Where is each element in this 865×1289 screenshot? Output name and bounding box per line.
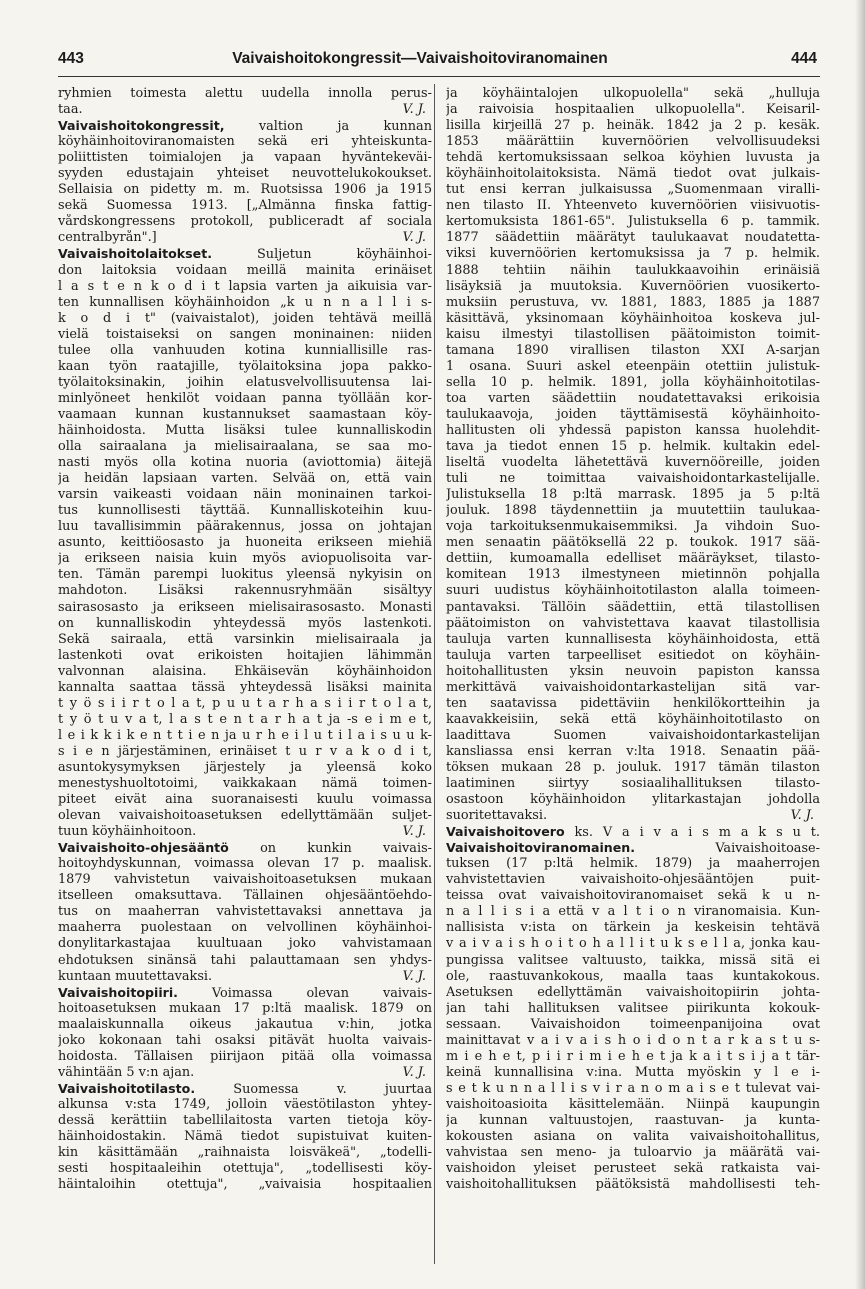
text-line	[446, 680, 820, 696]
text-line	[446, 872, 820, 888]
line-text: suuri uudistus köyhäinhoitotilaston alalla toimeen-	[446, 583, 820, 599]
text-line	[58, 166, 432, 182]
line-text: s e t k u n n a l l i s v i r a n o m a i s e t tulevat vai-	[446, 1080, 820, 1096]
text-line	[58, 840, 432, 856]
text-line	[58, 487, 432, 503]
text-line	[58, 150, 432, 166]
text-line	[58, 263, 432, 279]
line-text: kaavakkeisiin, sekä että köyhäinhoitotilasto on	[446, 711, 820, 727]
author-signature: V. J.	[402, 1064, 426, 1080]
line-text: l a s t e n k o d i t lapsia varten ja aikuisia var-	[58, 278, 432, 294]
text-line	[58, 118, 432, 134]
line-text: sessaan. Vaivaishoidon toimeenpanijoina ovat	[446, 1016, 820, 1032]
line-text: kaisu ilmestyi tilastollisen päätoimiston toimit-	[446, 326, 820, 342]
line-text: tut ensi kerran julkaisussa „Suomenmaan viralli-	[446, 182, 820, 198]
text-line	[446, 744, 820, 760]
text-line	[446, 118, 820, 134]
line-text: centralbyrån".]	[58, 230, 157, 246]
text-line	[58, 936, 432, 952]
text-line	[58, 600, 432, 616]
text-line	[446, 439, 820, 455]
text-line	[58, 1017, 432, 1033]
text-line	[446, 535, 820, 551]
line-text: Julistuksella 18 p:ltä marrask. 1895 ja 5 p:ltä	[446, 487, 820, 503]
line-text: sekä Suomessa 1913. [„Almänna finska fattig-	[58, 198, 432, 214]
line-text: minlyöneet henkilöt voidaan panna työllään kor-	[58, 390, 432, 406]
line-text: muksiin perustuva, vv. 1881, 1883, 1885 ja 1887	[446, 294, 820, 310]
line-text: tauluja varten tarpeelliset esitiedot on köyhäin-	[446, 647, 820, 663]
text-line	[446, 134, 820, 150]
line-text: maaherra puolestaan on velvollinen köyhäinhoi-	[58, 920, 432, 936]
line-text: k o d i t" (vaivaistalot), joiden tehtävä meillä	[58, 310, 432, 326]
text-line	[446, 391, 820, 407]
text-line	[58, 1161, 432, 1177]
line-text: v a i v a i s h o i t o h a l l i t u k s e l l a, jonka kau-	[446, 936, 820, 952]
text-line	[446, 728, 820, 744]
page-header	[0, 44, 865, 78]
line-text: 1877 säädettiin määrätyt taulukaavat noudatetta-	[446, 230, 820, 246]
headword: Vaivaishoito-ohjesääntö	[58, 840, 229, 856]
text-line	[58, 1049, 432, 1065]
line-text: sella 10 p. helmik. 1891, jolla köyhäinhoitotilas-	[446, 374, 820, 390]
text-line	[58, 1113, 432, 1129]
line-text: vårdskongressens protokoll, publiceradt af sociala	[58, 214, 432, 230]
line-text: vaishoidon yleiset perusteet sekä ratkaista vai-	[446, 1161, 820, 1177]
text-line	[58, 391, 432, 407]
text-line	[58, 1177, 432, 1193]
line-text: ja raivoisia hospitaalien ulkopuolella". Keisaril-	[446, 102, 820, 118]
text-line	[58, 471, 432, 487]
line-text: keinä kunnallisina v:ina. Mutta myöskin y l e i-	[446, 1064, 820, 1080]
text-line	[58, 824, 432, 840]
text-line	[58, 632, 432, 648]
text-line	[446, 985, 820, 1001]
line-text: hoidosta. Tällaisen piirijaon pitää olla voimassa	[58, 1048, 432, 1064]
text-line	[446, 648, 820, 664]
text-line	[58, 776, 432, 792]
line-text: vaishoitohallituksen päätöksistä mahdollisesti teh-	[446, 1177, 820, 1193]
text-line	[446, 808, 820, 824]
line-text: s i e n järjestäminen, erinäiset t u r v a k o d i t,	[58, 743, 432, 759]
text-line	[58, 744, 432, 760]
author-signature: V. J.	[402, 102, 426, 118]
text-line	[446, 1049, 820, 1065]
text-line	[446, 1001, 820, 1017]
line-text: asuntokysymyksen järjestely ja yleensä koko	[58, 759, 432, 775]
text-line	[58, 423, 432, 439]
text-line	[446, 150, 820, 166]
text-line	[58, 616, 432, 632]
text-line	[58, 359, 432, 375]
line-text: valvonnan alaisina. Ehkäisevän köyhäinhoidon	[58, 663, 432, 679]
text-line	[446, 1129, 820, 1145]
text-line	[58, 872, 432, 888]
line-text: Voimassa olevan vaivais-	[177, 985, 432, 1001]
line-text: komitean 1913 ilmestyneen mietinnön pohjalla	[446, 567, 820, 583]
line-text: jan tahi hallituksen valitsee piirikunta kokouk-	[446, 1000, 820, 1016]
line-text: tava ja tiedot ennen 15 p. helmik. kultakin edel-	[446, 439, 820, 455]
text-line	[58, 455, 432, 471]
text-line	[58, 1145, 432, 1161]
line-text: sesti hospitaaleihin otettuja", „todellisesti köy-	[58, 1161, 432, 1177]
text-line	[58, 327, 432, 343]
line-text: men senaatin päätöksellä 22 p. toukok. 1917 sää-	[446, 535, 820, 551]
line-text: nasti myös olla kotina nuoria (aviottomia) äitejä	[58, 455, 432, 471]
line-text: m i e h e t, p i i r i m i e h e t ja k a i t s i j a t tär-	[446, 1048, 820, 1064]
line-text: on kunkin vaivais-	[228, 841, 432, 857]
line-text: kuntaan muutettavaksi.	[58, 968, 213, 984]
line-text: syyden edustajain yhteiset neuvottelukokoukset.	[58, 166, 432, 182]
text-line	[446, 600, 820, 616]
text-line	[446, 407, 820, 423]
line-text: 1 osana. Suuri askel eteenpäin otettiin julistuk-	[446, 358, 820, 374]
line-text: ten saatavissa pidettäviin henkilökortteihin ja	[446, 695, 820, 711]
line-text: ja köyhäintalojen ulkopuolella" sekä „hulluja	[446, 86, 820, 101]
text-line	[58, 648, 432, 664]
text-line	[58, 102, 432, 118]
line-text: ehdotuksen sinänsä tahi palauttamaan sen yhdys-	[58, 952, 432, 968]
text-line	[58, 760, 432, 776]
line-text: ja erikseen naisia kuin myös aviopuolisoita var-	[58, 551, 432, 567]
line-text: jouluk. 1898 täydennettiin ja muutettiin taulukaa-	[446, 503, 820, 519]
author-signature: V. J.	[790, 808, 814, 824]
text-line	[446, 936, 820, 952]
line-text: 1888 tehtiin näihin taulukkaavoihin erinäisiä	[446, 262, 820, 278]
line-text: t y ö s i i r t o l a t, p u u t a r h a s i i r t o l a t,	[58, 695, 432, 711]
text-line	[58, 567, 432, 583]
line-text: nallisista v:ista on tärkein ja keskeisin tehtävä	[446, 920, 820, 936]
headword: Vaivaishoitolaitokset.	[58, 246, 213, 262]
line-text: ja heidän lapsiaan varten. Selvää on, että vain	[58, 471, 432, 487]
line-text: häinhoidostakin. Nämä tiedot supistuivat kuiten-	[58, 1129, 432, 1145]
text-line	[58, 519, 432, 535]
line-text: maalaiskunnalla oikeus jakautua v:hin, jotka	[58, 1016, 432, 1032]
line-text: Sellaisia on pidetty m. m. Ruotsissa 1906 ja 1915	[58, 182, 432, 198]
line-text: Vaivaishoitoase-	[635, 841, 820, 857]
line-text: lastenkoti ovat erikoisten hoitajien lähimmän	[58, 647, 432, 663]
text-line	[58, 1065, 432, 1081]
text-line	[446, 824, 820, 840]
line-text: kansliassa ensi kerran v:lta 1918. Senaatin pää-	[446, 743, 820, 759]
text-line	[446, 1177, 820, 1193]
line-text: olevan vaivaishoitoasetuksen edellyttämään suljet-	[58, 808, 432, 824]
line-text: ten kunnallisen köyhäinhoidon „k u n n a l l i s-	[58, 294, 432, 310]
text-line	[446, 760, 820, 776]
left-column	[58, 86, 432, 1193]
line-text: osastoon köyhäinhoidon ylitarkastajan johdolla	[446, 792, 820, 808]
text-line	[58, 375, 432, 391]
text-line	[446, 1161, 820, 1177]
text-line	[446, 792, 820, 808]
line-text: taulukaavoja, joiden täyttämisestä köyhäinhoito-	[446, 406, 820, 422]
line-text: tulee olla vanhuuden kotina kunniallisille ras-	[58, 342, 432, 358]
line-text: tauluja varten kunnallisesta köyhäinhoidosta, että	[446, 631, 820, 647]
page-number-right: 444	[791, 50, 817, 67]
text-line	[58, 214, 432, 230]
line-text: vähintään 5 v:n ajan.	[58, 1064, 195, 1080]
line-text: liseltä vuodelta lähetettävä kuvernööreille, joiden	[446, 455, 820, 471]
line-text: vielä toistaiseksi on sangen moninainen: niiden	[58, 326, 432, 342]
line-text: ole, raastuvankokous, maalla taas kuntakokous.	[446, 968, 820, 984]
text-line	[446, 487, 820, 503]
line-text: taa.	[58, 102, 83, 118]
line-text: sairasosasto ja erikseen mielisairasosasto. Monasti	[58, 599, 432, 615]
line-text: Suljetun köyhäinhoi-	[212, 247, 432, 263]
text-line	[446, 888, 820, 904]
line-text: hoitoyhdyskunnan, voimassa olevan 17 p. maalisk.	[58, 856, 432, 872]
text-line	[446, 182, 820, 198]
page-number-left: 443	[58, 50, 84, 67]
line-text: mainittavat v a i v a i s h o i d o n t a r k a s t u s-	[446, 1032, 820, 1048]
text-line	[58, 535, 432, 551]
text-line	[58, 246, 432, 262]
text-line	[58, 888, 432, 904]
text-line	[58, 279, 432, 295]
page-edge-shadow	[855, 0, 865, 1289]
line-text: kin käsittämään „raihnaista loisväkeä", „todelli-	[58, 1145, 432, 1161]
line-text: poliittisten toimialojen ja vapaan hyväntekeväi-	[58, 150, 432, 166]
text-line	[58, 808, 432, 824]
text-line	[58, 985, 432, 1001]
text-line	[446, 969, 820, 985]
line-text: tamana 1890 virallisen tilaston XXI A-sarjan	[446, 342, 820, 358]
line-text: mahdoton. Lisäksi rakennusryhmään sisältyy	[58, 583, 432, 599]
text-line	[58, 1033, 432, 1049]
text-line	[446, 263, 820, 279]
text-line	[446, 567, 820, 583]
line-text: pantavaksi. Tällöin säädettiin, että tilastollisen	[446, 599, 820, 615]
text-line	[58, 230, 432, 246]
text-line	[446, 279, 820, 295]
text-line	[446, 102, 820, 118]
line-text: ryhmien toimesta alettu uudella innolla perus-	[58, 86, 432, 101]
line-text: dessä kerättiin tabellilaitosta varten tietoja köy-	[58, 1113, 432, 1128]
text-line	[446, 375, 820, 391]
line-text: vaishoitoasioita käsittelemään. Niinpä kaupungin	[446, 1096, 820, 1112]
text-line	[58, 407, 432, 423]
line-text: päätoimiston on vahvistettava kaavat tilastollisia	[446, 615, 820, 631]
line-text: n a l l i s i a että v a l t i o n viranomaisia. Kun-	[446, 904, 820, 920]
text-line	[446, 423, 820, 439]
text-line	[58, 134, 432, 150]
line-text: hoitoasetuksen mukaan 17 p:ltä maalisk. 1879 on	[58, 1000, 432, 1016]
text-line	[58, 792, 432, 808]
line-text: töksen mukaan 28 p. jouluk. 1917 tämän tilaston	[446, 759, 820, 775]
text-line	[446, 1065, 820, 1081]
headword: Vaivaishoitoviranomainen.	[446, 840, 636, 856]
line-text: asunto, keittiöosasto ja huoneita erikseen miehiä	[58, 535, 432, 551]
line-text: ja kunnan valtuustojen, raastuvan- ja kunta-	[446, 1113, 820, 1128]
line-text: merkittävä vaivaishoidontarkastelijan sitä var-	[446, 679, 820, 695]
text-line	[446, 920, 820, 936]
line-text: luu tavallisimmin päärakennus, jossa on johtajan	[58, 519, 432, 535]
text-line	[446, 1113, 820, 1129]
line-text: ks. V a i v a i s m a k s u t.	[564, 825, 820, 841]
text-line	[446, 616, 820, 632]
text-line	[446, 632, 820, 648]
text-line	[446, 311, 820, 327]
text-line	[58, 664, 432, 680]
text-line	[446, 664, 820, 680]
text-line	[446, 856, 820, 872]
line-text: viksi kuvernöörien kertomuksissa ja 7 p. helmik.	[446, 246, 820, 262]
line-text: tehdä kertomuksissaan selkoa köyhien luvusta ja	[446, 150, 820, 166]
line-text: kokousten asiana on valita vaivaishoitohallitus,	[446, 1129, 820, 1145]
line-text: laatiminen siirtyy sosiaalihallituksen tilasto-	[446, 776, 820, 792]
line-text: ten. Tämän parempi luokitus yleensä nykyisin on	[58, 567, 432, 583]
line-text: teissa ovat vaivaishoitoviranomaiset sekä k u n-	[446, 888, 820, 904]
line-text: häintaloihin otettuja", „vaivaisia hospitaalien	[58, 1177, 432, 1193]
text-line	[446, 1145, 820, 1161]
line-text: vahvistettavien vaivaishoito-ohjesääntöjen puit-	[446, 872, 820, 888]
author-signature: V. J.	[402, 230, 426, 246]
text-line	[446, 327, 820, 343]
text-line	[446, 551, 820, 567]
author-signature: V. J.	[402, 824, 426, 840]
text-line	[58, 439, 432, 455]
line-text: joko kokonaan tahi osaksi pitävät huolta vaivais-	[58, 1032, 432, 1048]
text-line	[58, 311, 432, 327]
header-rule	[58, 76, 820, 77]
line-text: laadittava Suomen vaivaishoidontarkastelijan	[446, 727, 820, 743]
text-line	[446, 343, 820, 359]
text-line	[446, 471, 820, 487]
text-line	[446, 1081, 820, 1097]
text-line	[446, 696, 820, 712]
line-text: Sekä sairaala, että varsinkin mielisairaala ja	[58, 631, 432, 647]
text-line	[446, 503, 820, 519]
text-line	[446, 1097, 820, 1113]
author-signature: V. J.	[402, 968, 426, 984]
line-text: käsittävä, yksinomaan köyhäinhoitoa koskeva jul-	[446, 310, 820, 326]
line-text: hallitusten oli yhdessä papiston kanssa huolehdit-	[446, 422, 820, 438]
text-line	[58, 680, 432, 696]
line-text: toa varten säädettiin noudatettavaksi erikoisia	[446, 390, 820, 406]
text-line	[446, 359, 820, 375]
text-line	[446, 953, 820, 969]
headword: Vaivaishoitokongressit,	[58, 118, 225, 134]
text-line	[58, 1081, 432, 1097]
line-text: dettiin, kumoamalla edelliset määräykset, tilasto-	[446, 551, 820, 567]
text-line	[58, 295, 432, 311]
line-text: vaamaan kunnan kustannukset saamastaan köy-	[58, 406, 432, 422]
line-text: 1853 määrättiin kuvernöörien velvollisuudeksi	[446, 134, 820, 150]
text-line	[58, 182, 432, 198]
line-text: olla sairaalana ja mielisairaalana, se saa mo-	[58, 439, 432, 455]
line-text: köyhäinhoitoviranomaisten sekä eri yhteiskunta-	[58, 134, 432, 150]
line-text: kannalta saattaa tässä yhteydessä lisäksi mainita	[58, 679, 432, 695]
text-line	[446, 198, 820, 214]
line-text: alkunsa v:sta 1749, jolloin väestötilaston yhtey-	[58, 1096, 432, 1112]
text-line	[446, 86, 820, 102]
text-line	[446, 246, 820, 262]
text-line	[58, 1129, 432, 1145]
line-text: nen tilasto II. Yhteenveto kuvernöörien viisivuotis-	[446, 198, 820, 214]
line-text: lisilla kirjeillä 27 p. heinäk. 1842 ja 2 p. kesäk.	[446, 118, 820, 134]
text-line	[58, 712, 432, 728]
line-text: t y ö t u v a t, l a s t e n t a r h a t ja -s e i m e t,	[58, 711, 432, 727]
text-line	[58, 198, 432, 214]
running-title: Vaivaishoitokongressit—Vaivaishoitoviranomainen	[232, 50, 608, 67]
headword: Vaivaishoitopiiri.	[58, 984, 178, 1000]
line-text: kertomuksista 1861-65". Julistuksella 6 p. tammik.	[446, 214, 820, 230]
line-text: varsin vaikeasti voidaan näin moninainen tarkoi-	[58, 487, 432, 503]
line-text: tuli ne toimittaa vaivaishoidontarkastelijalle.	[446, 471, 820, 487]
line-text: suoritettavaksi.	[446, 808, 548, 824]
text-line	[58, 856, 432, 872]
text-line	[58, 1001, 432, 1017]
text-line	[58, 904, 432, 920]
text-line	[58, 503, 432, 519]
line-text: köyhäinhoitolaitoksista. Nämä tiedot ovat julkais-	[446, 166, 820, 182]
line-text: kaan työn raatajille, työlaitoksina jopa pakko-	[58, 358, 432, 374]
text-line	[58, 953, 432, 969]
text-line	[58, 696, 432, 712]
line-text: itselleen omaksuttava. Tällainen ohjesääntöehdo-	[58, 888, 432, 904]
line-text: vahvistaa sen meno- ja tuloarvio ja määrätä vai-	[446, 1145, 820, 1161]
line-text: don laitoksia voidaan meillä mainita erinäiset	[58, 262, 432, 278]
line-text: tuun köyhäinhoitoon.	[58, 824, 197, 840]
line-text: piteet eivät aina suoranaisesti kuulu voimassa	[58, 792, 432, 808]
line-text: häinhoidosta. Mutta lisäksi tulee kunnalliskodin	[58, 422, 432, 438]
column-divider	[434, 84, 435, 1264]
line-text: on kunnalliskodin yhteydessä myös lastenkoti.	[58, 615, 432, 631]
text-line	[446, 230, 820, 246]
line-text: tus on maaherran vahvistettavaksi annettava ja	[58, 904, 432, 920]
right-column	[446, 86, 820, 1193]
line-text: tus kunnollisesti täyttää. Kunnalliskoteihin kuu-	[58, 503, 432, 519]
text-line	[446, 214, 820, 230]
line-text: työlaitoksinakin, joihin elatusvelvollisuutensa lai-	[58, 374, 432, 390]
line-text: 1879 vahvistetun vaivaishoitoasetuksen mukaan	[58, 872, 432, 888]
text-line	[58, 969, 432, 985]
line-text: pungissa valitsee valtuusto, taikka, missä sitä ei	[446, 952, 820, 968]
text-line	[446, 583, 820, 599]
text-line	[446, 776, 820, 792]
text-line	[446, 455, 820, 471]
headword: Vaivaishoitovero	[446, 824, 565, 840]
text-line	[58, 551, 432, 567]
text-line	[446, 1033, 820, 1049]
line-text: donylitarkastajaa kuultuaan joko vahvistamaan	[58, 936, 432, 952]
text-line	[446, 840, 820, 856]
text-line	[446, 904, 820, 920]
text-line	[446, 519, 820, 535]
line-text: voja tarkoituksenmukaisemmiksi. Ja vihdoin Suo-	[446, 519, 820, 535]
text-line	[58, 86, 432, 102]
text-line	[58, 920, 432, 936]
text-line	[446, 295, 820, 311]
line-text: Suomessa v. juurtaa	[195, 1081, 432, 1097]
text-line	[446, 1017, 820, 1033]
text-line	[446, 712, 820, 728]
text-line	[446, 166, 820, 182]
line-text: menestyshuoltotoimi, vaikkakaan nämä toimen-	[58, 776, 432, 792]
line-text: lisäyksiä ja muutoksia. Kuvernöörien vuosikerto-	[446, 278, 820, 294]
line-text: valtion ja kunnan	[224, 119, 432, 135]
headword: Vaivaishoitotilasto.	[58, 1080, 196, 1096]
line-text: Asetuksen edellyttämän vaivaishoitopiirin johta-	[446, 984, 820, 1000]
text-line	[58, 728, 432, 744]
text-line	[58, 343, 432, 359]
line-text: tuksen (17 p:ltä helmik. 1879) ja maaherrojen	[446, 856, 820, 872]
text-line	[58, 583, 432, 599]
line-text: l e i k k i k e n t t i e n ja u r h e i l u t i l a i s u u k-	[58, 727, 432, 743]
line-text: hoitohallitusten yksin neuvoin papiston kanssa	[446, 663, 820, 679]
text-line	[58, 1097, 432, 1113]
